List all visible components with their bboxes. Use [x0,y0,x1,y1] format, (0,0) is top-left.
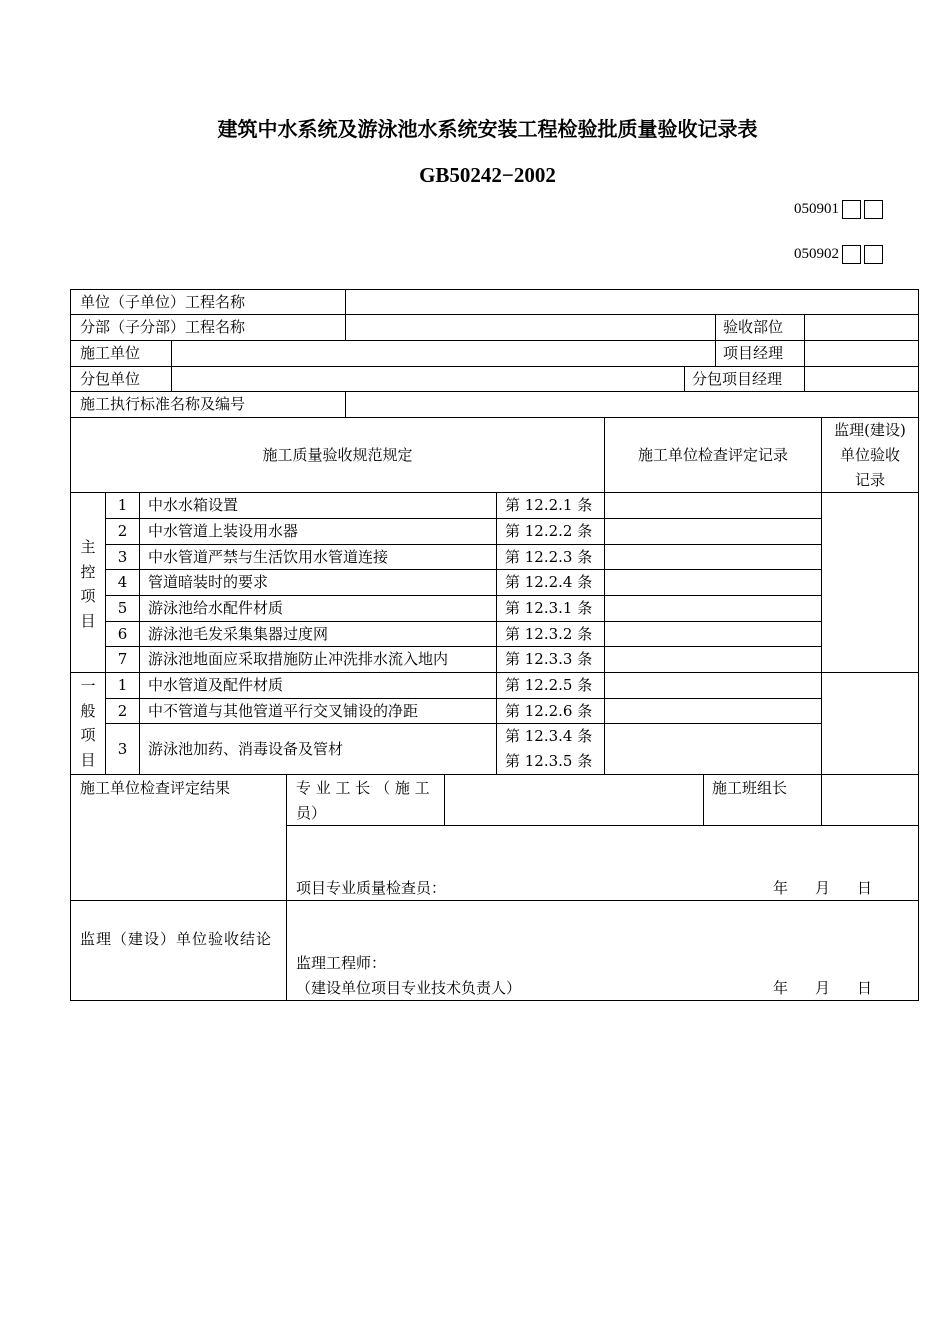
standard-name-field[interactable] [346,392,918,417]
item-clause: 第 12.3.2 条 [505,625,593,643]
item-number: 3 [117,740,128,758]
result-month: 月 [815,879,831,897]
construct-unit-label: 施工单位 [80,344,141,362]
conclusion-day: 日 [857,979,873,997]
unit-name-field[interactable] [346,290,918,314]
item-number: 1 [117,676,128,694]
conclusion-month: 月 [815,979,831,997]
team-leader-field[interactable] [822,775,918,825]
item-description: 管道暗装时的要求 [148,573,269,591]
result-year: 年 [773,879,789,897]
table-line [715,314,716,340]
item-clause: 第 12.2.1 条 [505,496,593,514]
project-manager-label: 项目经理 [723,344,784,362]
item-number: 2 [117,522,128,540]
spec-column-header: 施工质量验收规范规定 [262,446,413,464]
item-clause-2: 第 12.3.5 条 [505,752,593,770]
item-description: 中水管道严禁与生活饮用水管道连接 [148,548,389,566]
main-group-char: 控 [80,562,96,581]
subcontract-unit-field[interactable] [172,367,684,391]
general-group-char: 目 [80,750,96,769]
item-description: 游泳池加药、消毒设备及管材 [148,740,344,758]
table-line [918,289,919,1001]
table-line [703,774,704,825]
item-clause: 第 12.2.2 条 [505,522,593,540]
table-line [715,340,716,366]
general-group-label [78,674,98,772]
item-clause: 第 12.3.3 条 [505,650,593,668]
code-box[interactable] [842,200,861,219]
item-clause: 第 12.2.4 条 [505,573,593,591]
item-clause: 第 12.2.3 条 [505,548,593,566]
code-box[interactable] [864,245,883,264]
item-description: 中水水箱设置 [148,496,239,514]
general-group-char: 项 [80,726,96,744]
item-number: 3 [117,548,128,566]
result-day: 日 [857,879,873,897]
table-line [684,366,685,391]
accept-part-label: 验收部位 [723,318,784,336]
form-code-1-text: 050901 [794,201,839,217]
team-leader-label: 施工班组长 [712,779,788,797]
form-code-1 [794,200,883,219]
conclusion-year: 年 [773,979,789,997]
table-line [139,492,140,774]
conclusion-label: 监理（建设）单位验收结论 [80,930,273,948]
subcontract-unit-label: 分包单位 [80,370,141,388]
item-number: 1 [117,496,128,514]
engineer-label: 监理工程师： [296,954,387,972]
table-line [70,417,919,418]
accept-part-field[interactable] [805,315,918,340]
standard-code: GB50242−2002 [419,163,556,187]
item-clause: 第 12.3.4 条 [505,727,593,745]
supervisor-header-line1: 监理(建设) [834,421,906,439]
item-description: 游泳池地面应采取措施防止冲洗排水流入地内 [148,650,449,668]
item-number: 5 [117,599,128,617]
item-clause: 第 12.2.6 条 [505,702,593,720]
form-code-2-text: 050902 [794,246,839,262]
foreman-label: 专 业 工 长 （ 施 工 员） [296,779,430,822]
item-description: 中不管道与其他管道平行交叉铺设的净距 [148,702,419,720]
document-title: 建筑中水系统及游泳池水系统安装工程检验批质量验收记录表 [217,117,758,141]
item-number: 4 [117,573,128,591]
project-manager-field[interactable] [805,341,918,366]
form-code-2 [794,245,883,264]
sub-project-manager-label: 分包项目经理 [692,370,783,388]
item-description: 游泳池给水配件材质 [148,599,284,617]
main-group-char: 目 [80,611,96,630]
sub-project-manager-field[interactable] [805,367,918,391]
sub-name-field[interactable] [346,315,715,340]
unit-name-label: 单位（子单位）工程名称 [80,293,246,311]
standard-name-label: 施工执行标准名称及编号 [80,395,246,413]
item-description: 中水管道及配件材质 [148,676,284,694]
item-number: 6 [117,625,128,643]
table-line [286,774,287,1001]
check-record-column-header: 施工单位检查评定记录 [637,446,788,464]
code-box[interactable] [864,200,883,219]
general-group-char: 般 [80,701,96,720]
item-clause: 第 12.2.5 条 [505,676,593,694]
item-clause: 第 12.3.1 条 [505,599,593,617]
item-number: 7 [117,650,128,668]
code-box[interactable] [842,245,861,264]
main-group-label [78,535,98,633]
supervisor-header-line2: 单位验收 [839,446,900,464]
main-group-char: 项 [80,587,96,605]
result-label: 施工单位检查评定结果 [80,779,231,797]
tech-lead-label: （建设单位项目专业技术负责人） [296,979,522,997]
table-line [604,417,605,774]
item-description: 游泳池毛发采集集器过度网 [148,625,329,643]
supervisor-header-line3: 记录 [854,471,885,489]
item-description: 中水管道上装设用水器 [148,522,299,540]
table-line [70,900,919,901]
inspector-label: 项目专业质量检查员： [296,879,447,897]
foreman-field[interactable] [445,775,703,825]
item-number: 2 [117,702,128,720]
sub-name-label: 分部（子分部）工程名称 [80,318,246,336]
construct-unit-field[interactable] [172,341,715,366]
table-line [496,492,497,774]
general-group-char: 一 [80,677,96,695]
main-group-char: 主 [80,538,96,556]
table-line [70,289,71,1001]
